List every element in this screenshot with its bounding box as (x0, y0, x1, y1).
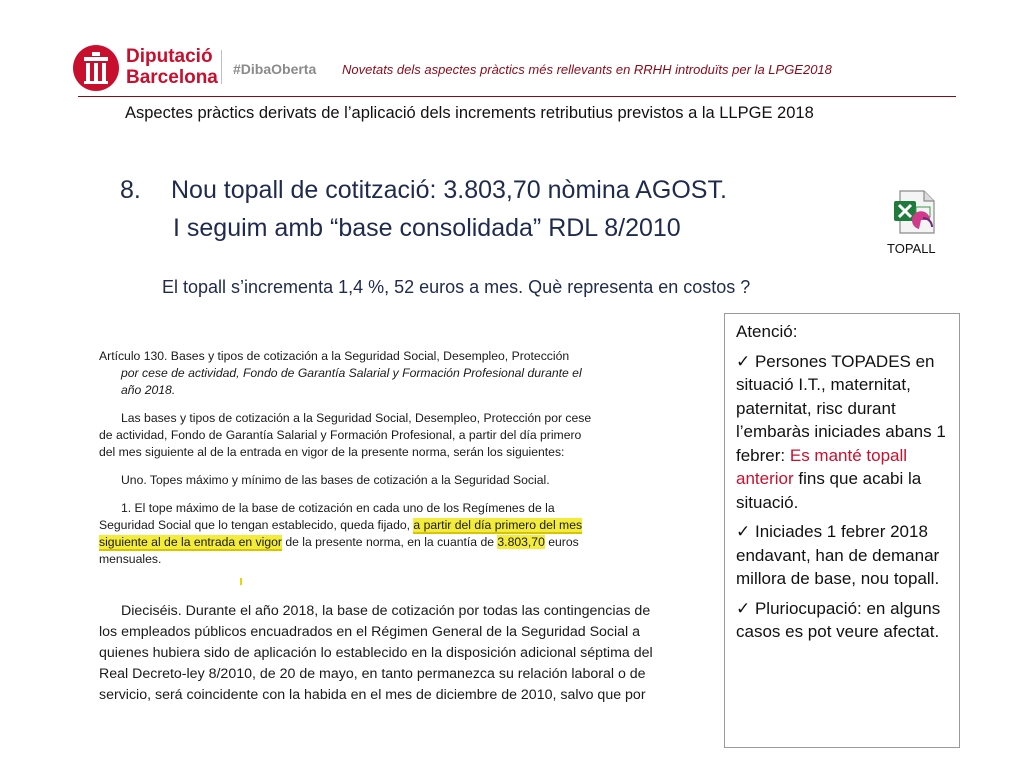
note-bullet-1: ✓ Persones TOPADES en situació I.T., maternitat, paternitat, risc durant l’embaràs iniciades abans 1 febrer: Es manté topall anterior fins que acabi la situació. (736, 351, 946, 512)
check-icon: ✓ (736, 598, 751, 618)
attachment-label[interactable]: TOPALL (887, 241, 936, 256)
scan-mark (240, 578, 242, 585)
excerpt-uno: Uno. Topes máximo y mínimo de las bases de cotización a la Seguridad Social. (121, 473, 550, 487)
excerpt-article-line1: Artículo 130. Bases y tipos de cotización a la Seguridad Social, Desempleo, Protección (99, 349, 570, 363)
check-icon: ✓ (736, 522, 751, 541)
heading-number: 8. (120, 176, 141, 204)
excerpt-d-line3: quienes hubiera sido de aplicación lo establecido en la disposición adicional séptima del (99, 645, 653, 661)
check-icon: ✓ (736, 351, 751, 371)
note-bullet-3: ✓ Pluriocupació: en alguns casos es pot veure afectat. (736, 598, 941, 641)
heading-line2: I seguim amb “base consolidada” RDL 8/2010 (173, 214, 681, 242)
excerpt-article-line2: por cese de actividad, Fondo de Garantía Salarial y Formación Profesional durante el (121, 366, 582, 380)
heading-line1: Nou topall de cotització: 3.803,70 nòmina AGOST. (171, 176, 727, 204)
excerpt-p1-line1: Las bases y tipos de cotización a la Seguridad Social, Desempleo, Protección por cese (121, 411, 592, 425)
excel-file-icon[interactable] (892, 189, 938, 235)
highlight-amount: 3.803,70 (497, 535, 545, 549)
excerpt-d-line1: Dieciséis. Durante el año 2018, la base de cotización por todas las contingencias de (121, 603, 651, 619)
excerpt-article-line3: año 2018. (121, 383, 176, 397)
excerpt-d-line2: los empleados públicos encuadrados en el Régimen General de la Seguridad Social a (99, 624, 641, 640)
note-bullet-2: ✓ Iniciades 1 febrer 2018 endavant, han de demanar millora de base, nou topall. (736, 522, 940, 588)
header-rule (78, 96, 956, 97)
attention-title: Atenció: (736, 322, 798, 341)
brand-name-line1: Diputació (126, 46, 213, 67)
excerpt-d-line4: Real Decreto-ley 8/2010, de 20 de mayo, en tanto permanezca su relación laboral o de (99, 666, 646, 682)
slide-subtitle: Aspectes pràctics derivats de l’aplicació dels increments retributius previstos a la LLPGE 2018 (125, 104, 814, 122)
excerpt-p2-line2: Seguridad Social que lo tengan establecido, queda fijado, a partir del día primero del mes (99, 518, 583, 532)
presentation-title: Novetats dels aspectes pràctics més rellevants en RRHH introduïts per la LPGE2018 (342, 62, 832, 77)
excerpt-p1-line3: del mes siguiente al de la entrada en vigor de la presente norma, serán los siguientes: (99, 445, 565, 459)
hashtag: #DibaOberta (233, 61, 317, 77)
highlight-entry: siguiente al de la entrada en vigor (99, 535, 282, 549)
brand-name-line2: Barcelona (126, 67, 218, 88)
highlight-date: a partir del día primero del mes (413, 518, 583, 532)
diputacio-logo-icon (72, 44, 120, 92)
note-emphasis: Es manté topall anterior (736, 445, 908, 488)
attention-box (724, 313, 960, 748)
excerpt-p2-line4: mensuales. (99, 552, 162, 566)
excerpt-d-line5: servicio, será coincidente con la habida en el mes de diciembre de 2010, salvo que por (99, 687, 646, 703)
excerpt-p2-line1: 1. El tope máximo de la base de cotización en cada uno de los Regímenes de la (121, 501, 555, 515)
excerpt-p2-line3: siguiente al de la entrada en vigor de la presente norma, en la cuantía de 3.803,70 euros (99, 535, 579, 549)
header-separator (221, 50, 222, 84)
excerpt-p1-line2: de actividad, Fondo de Garantía Salarial y Formación Profesional, a partir del día primero (99, 428, 582, 442)
summary-text: El topall s’incrementa 1,4 %, 52 euros a mes. Què representa en costos ? (162, 277, 751, 297)
